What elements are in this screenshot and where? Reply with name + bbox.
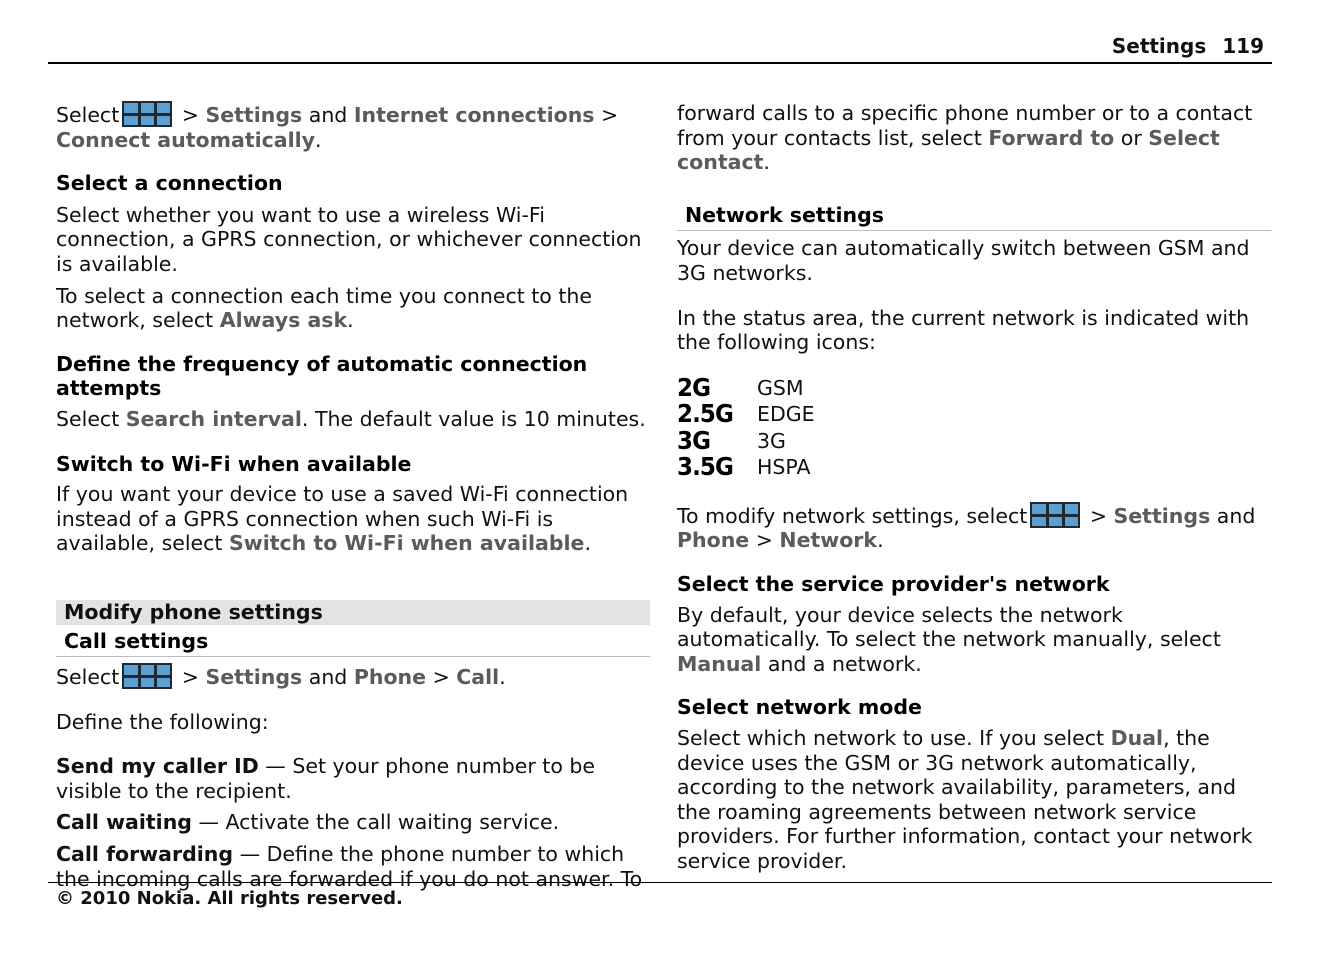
frequency-text: Select Search interval. The default value is 10 minutes. <box>56 406 646 431</box>
network-icon-list <box>677 372 1271 482</box>
modify-phone-settings-banner: Modify phone settings <box>56 600 650 625</box>
right-column <box>677 100 1271 873</box>
list-item: Call forwarding — Define the phone number to which the incoming calls are forwarded if you do not answer. To <box>56 842 643 891</box>
network-3-5g-icon: 3.5G <box>677 452 733 482</box>
select-connection-p2: To select a connection each time you connect to the network, select Always ask. <box>56 283 593 333</box>
wifi-text: If you want your device to use a saved Wi-Fi connection instead of a GPRS connection when such Wi-Fi is available, select Switch to Wi-Fi when available. <box>56 482 629 556</box>
list-item: Send my caller ID — Set your phone number to be visible to the recipient. <box>56 754 596 803</box>
intro-instruction: Select > Settings and Internet connections > Connect automatically. <box>56 103 619 152</box>
network-mode-text: Select which network to use. If you select Dual, the device uses the GSM or 3G network automatically, according to the network availability, parameters, and the roaming agreements between network service providers. For further information, contact your network service provider. <box>677 725 1253 873</box>
network-2-5g-icon: 2.5G <box>677 399 733 429</box>
select-connection-heading: Select a connection <box>56 171 283 196</box>
section-title: Settings <box>1111 34 1207 58</box>
call-settings-instruction: Select > Settings and Phone > Call. <box>56 665 506 690</box>
network-3g-icon: 3G <box>677 425 711 455</box>
app-grid-icon <box>1030 502 1080 528</box>
network-settings-heading: Network settings <box>677 203 1271 232</box>
forwarding-continued: forward calls to a specific phone number or to a contact from your contacts list, select Forward to or Select contact. <box>677 101 1253 175</box>
define-following: Define the following: <box>56 709 269 734</box>
modify-network-instruction: To modify network settings, select > Settings and Phone > Network. <box>677 503 1256 553</box>
list-item: 2.5G EDGE <box>677 399 815 429</box>
service-provider-heading: Select the service provider's network <box>677 571 1110 596</box>
network-intro: Your device can automatically switch between GSM and 3G networks. <box>677 236 1250 285</box>
frequency-heading: Define the frequency of automatic connection attempts <box>56 351 588 401</box>
list-item: 2G GSM <box>677 372 804 402</box>
left-column <box>56 100 650 891</box>
network-icons-intro: In the status area, the current network is indicated with the following icons: <box>677 305 1250 355</box>
copyright: © 2010 Nokia. All rights reserved. <box>56 888 403 909</box>
network-mode-heading: Select network mode <box>677 695 922 720</box>
call-settings-heading: Call settings <box>56 629 650 658</box>
service-provider-text: By default, your device selects the network automatically. To select the network manually, select Manual and a network. <box>677 602 1221 676</box>
page-footer <box>48 882 1272 909</box>
list-item: 3G 3G <box>677 425 786 455</box>
app-grid-icon <box>122 101 172 127</box>
list-item: 3.5G HSPA <box>677 452 811 482</box>
app-grid-icon <box>122 663 172 689</box>
network-2g-icon: 2G <box>677 372 711 402</box>
wifi-heading: Switch to Wi-Fi when available <box>56 451 412 476</box>
page-number: 119 <box>1222 34 1264 58</box>
select-connection-p1: Select whether you want to use a wireless Wi-Fi connection, a GPRS connection, or whichever connection is available. <box>56 202 642 276</box>
list-item: Call waiting — Activate the call waiting service. <box>56 810 560 835</box>
page-header <box>48 34 1272 64</box>
